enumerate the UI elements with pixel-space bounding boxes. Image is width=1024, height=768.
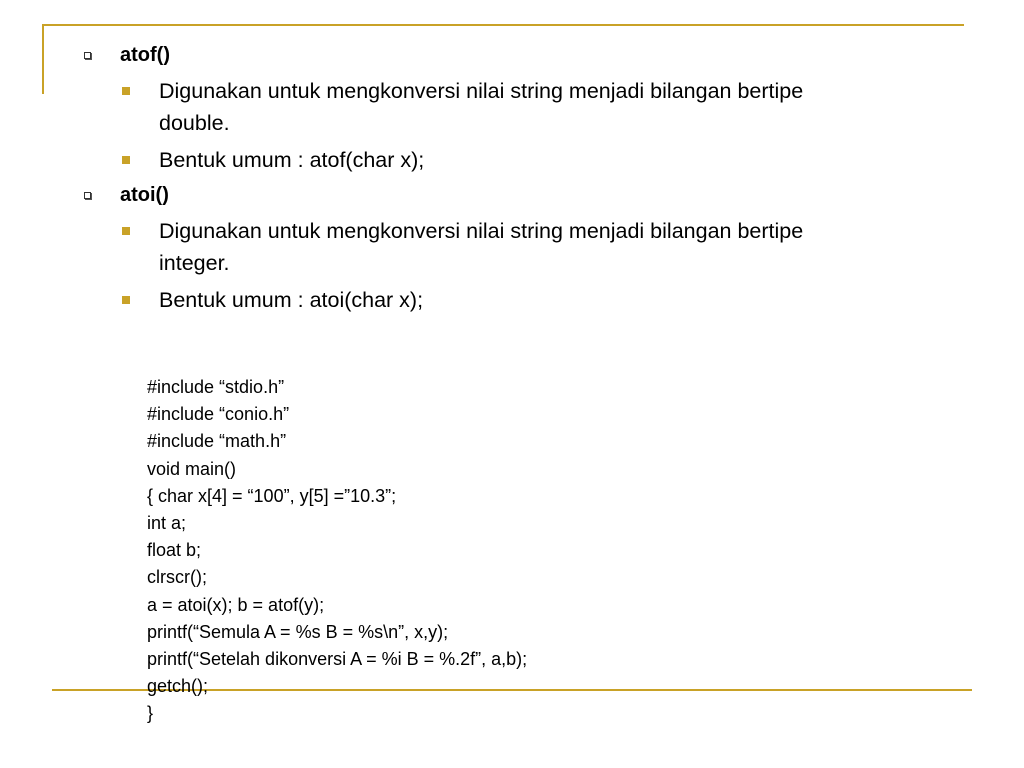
left-rule (42, 24, 44, 94)
atoi-description (159, 215, 959, 279)
square-bullet-icon (122, 227, 130, 235)
square-bullet-icon (122, 156, 130, 164)
code-line: #include “math.h” (147, 431, 287, 452)
atoi-description-line-1: Digunakan untuk mengkonversi nilai string menjadi bilangan bertipe (159, 219, 804, 243)
code-line: a = atoi(x); b = atof(y); (147, 594, 325, 615)
atof-description (159, 75, 959, 139)
atof-syntax-line: Bentuk umum : atof(char x); (159, 148, 425, 172)
code-line: void main() (147, 458, 237, 479)
atoi-description-line-2: integer. (159, 251, 230, 275)
top-rule (42, 24, 964, 26)
code-line: getch(); (147, 676, 209, 697)
square-bullet-icon (122, 87, 130, 95)
code-line: printf(“Semula A = %s B = %s\n”, x,y); (147, 621, 449, 642)
section-title-atoi: atoi() (120, 184, 169, 206)
square-outline-bullet-icon (84, 52, 91, 59)
atof-description-line-2: double. (159, 111, 230, 135)
code-line: printf(“Setelah dikonversi A = %i B = %.2f”, a,b); (147, 648, 528, 669)
square-bullet-icon (122, 296, 130, 304)
code-listing (147, 374, 527, 727)
code-line: int a; (147, 512, 187, 533)
square-outline-bullet-icon (84, 192, 91, 199)
atoi-syntax-line: Bentuk umum : atoi(char x); (159, 288, 424, 312)
code-line: float b; (147, 540, 202, 561)
code-line: } (147, 703, 154, 724)
section-title-atof: atof() (120, 44, 170, 66)
code-line: clrscr(); (147, 567, 207, 588)
code-line: { char x[4] = “100”, y[5] =”10.3”; (147, 485, 397, 506)
atof-syntax (159, 144, 959, 176)
atoi-syntax (159, 284, 959, 316)
code-line: #include “conio.h” (147, 404, 290, 425)
code-line: #include “stdio.h” (147, 377, 285, 397)
atof-description-line-1: Digunakan untuk mengkonversi nilai string menjadi bilangan bertipe (159, 79, 804, 103)
